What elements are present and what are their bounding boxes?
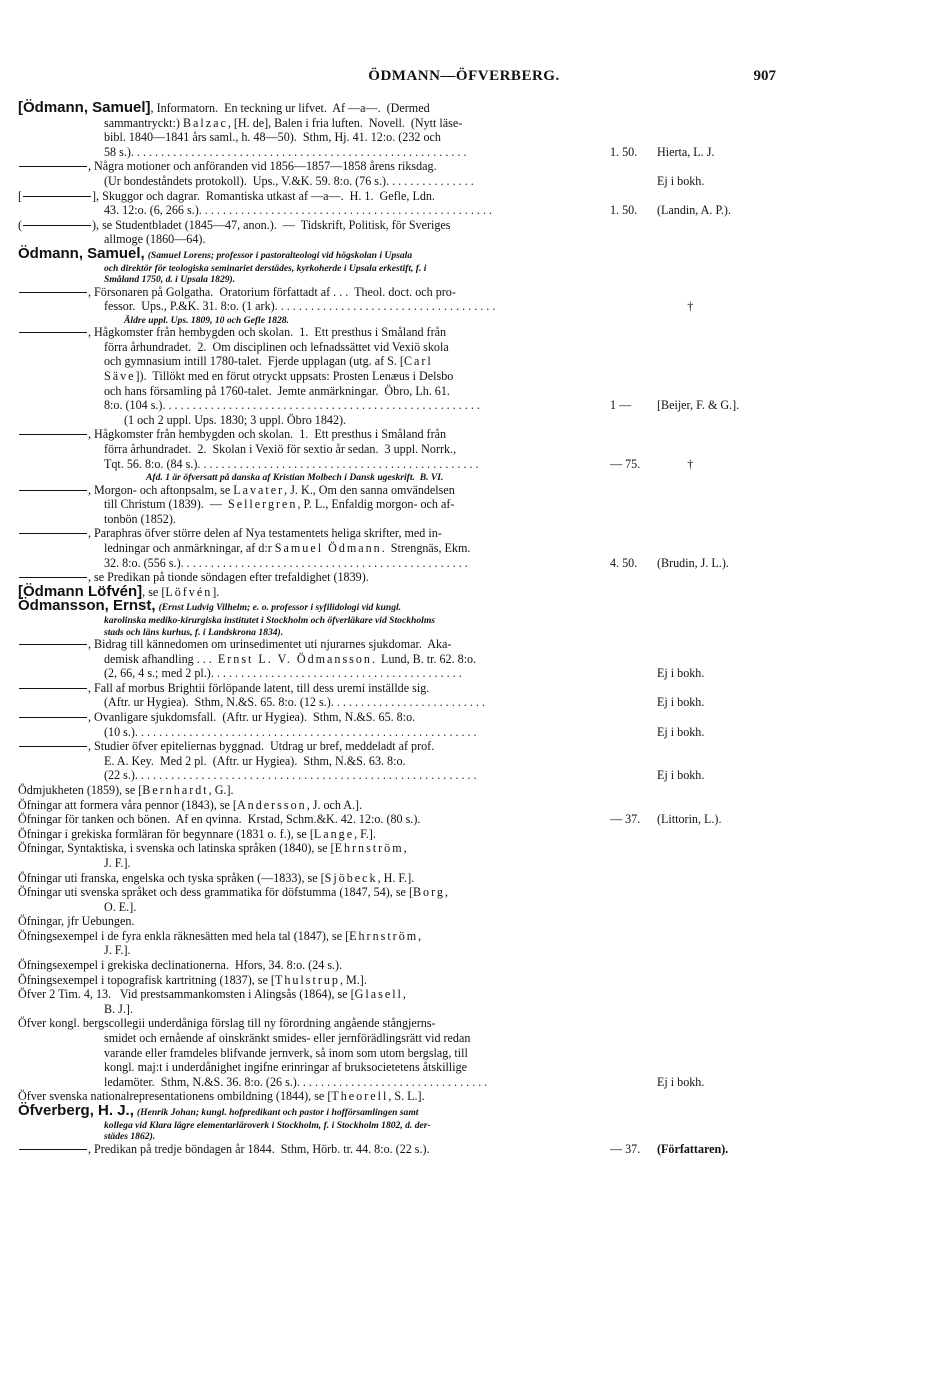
entry-text: Öfningar, jfr Uebungen. [18,914,135,929]
entry-line [18,710,916,725]
catalog-entry [18,570,916,585]
entry-line [18,783,916,798]
entry-line [18,900,916,915]
entry-line [18,666,916,681]
catalog-entry [18,218,916,247]
entry-publisher: Ej i bokh. [657,695,705,710]
entry-text: (22 s.). . . . . . . . . . . . . . . . . . . . . . . . . . . . . . . . . . . . . . . . . . . . . . . . . . . . . . . . . [104,768,477,783]
entry-text: O. E.]. [104,899,137,914]
entry-text: 32. 8:o. (556 s.). . . . . . . . . . . . . . . . . . . . . . . . . . . . . . . . . . . . . . . . . . . . . . . . [104,555,468,570]
catalog-entry [18,812,916,827]
entry-text: Öfver kongl. bergscollegii underdåniga förslag till ny förordning angående stångjerns- [18,1016,436,1031]
entry-line [18,871,916,886]
entry-text: , Hågkomster från hembygden och skolan. 1. Ett presthus i Småland från [18,325,446,339]
entry-line [18,570,916,585]
entry-text: Öfningsexempel i grekiska declinationerna. Hfors, 34. 8:o. (24 s.). [18,958,343,973]
entry-text: fessor. Ups., P.&K. 31. 8:o. (1 ark). . . . . . . . . . . . . . . . . . . . . . . . . . . . . . . . . . . . . [104,299,496,314]
entry-line [18,384,916,399]
entry-line [18,232,916,247]
entry-text: Småland 1750, d. i Upsala 1829). [104,274,236,286]
entry-text: ( ), se Studentbladet (1845—47, anon.). — Tidskrift, Politisk, för Sveriges [18,217,451,232]
entry-text: tonbön (1852). [104,511,176,526]
entry-line [18,354,916,369]
entry-line [18,626,916,638]
page-number: 907 [753,68,776,84]
catalog-entry [18,1104,916,1142]
entry-text: demisk afhandling . . . Ernst L. V. Ödmansson. Lund, B. tr. 62. 8:o. [104,651,477,666]
entry-text: Ödmjukheten (1859), se [Bernhardt, G.]. [18,782,234,797]
entry-text: (Aftr. ur Hygiea). Sthm, N.&S. 65. 8:o. (12 s.). . . . . . . . . . . . . . . . . . . . . . . . . . [104,695,485,710]
entry-text: ledamöter. Sthm, N.&S. 36. 8:o. (26 s.). . . . . . . . . . . . . . . . . . . . . . . . . . . . . . . . [104,1074,488,1089]
entry-line [18,471,916,483]
entry-text: 8:o. (104 s.). . . . . . . . . . . . . . . . . . . . . . . . . . . . . . . . . . . . . . . . . . . . . . . . . . . . . [104,398,480,413]
entry-text: Äldre uppl. Ups. 1809, 10 och Gefle 1828. [124,314,289,326]
entry-line [18,856,916,871]
catalog-entry [18,871,916,886]
entry-publisher: Ej i bokh. [657,768,705,783]
entry-text: karolinska mediko-kirurgiska institutet i Stockholm och öfverläkare vid Stockholms [104,615,436,626]
entry-line [18,725,916,740]
entry-text: städes 1862). [104,1131,156,1143]
entry-text: smidet och ernående af oinskränkt smides- eller jernförädlingsrätt vid redan [104,1031,471,1046]
entry-text: Öfningar att formera våra pennor (1843), se [Andersson, J. och A.]. [18,797,363,812]
entry-price: 4. 50. [610,555,638,570]
catalog-entry [18,189,916,218]
entry-publisher: † [657,456,694,471]
entry-text: ledningar och anmärkningar, af d:r Samuel Ödmann. Strengnäs, Ekm. [104,541,471,556]
entry-line [18,1060,916,1075]
entry-text: och hans församling på 1760-talet. Jemte anmärkningar. Öbro, Lh. 61. [104,383,450,398]
entry-line [18,637,916,652]
entry-line [18,512,916,527]
entry-line [18,958,916,973]
entry-text: Öfningsexempel i de fyra enkla räknesätten med hela tal (1847), se [Ehrnström, [18,928,422,943]
entry-text: , Försonaren på Golgatha. Oratorium författadt af . . . Theol. doct. och pro- [18,285,456,299]
entry-publisher: Ej i bokh. [657,724,705,739]
entry-publisher: Ej i bokh. [657,1074,705,1089]
catalog-entry [18,1142,916,1157]
catalog-entry [18,783,916,798]
entry-line [18,681,916,696]
entry-text: Öfningar uti svenska språket och dess grammatika för döfstumma (1847, 54), se [Borg, [18,885,448,900]
entry-line [18,203,916,218]
entry-text: Säve]). Tillökt med en förut otryckt uppsats: Prosten Lenæus i Delsbo [104,369,454,383]
entry-line [18,413,916,428]
entry-publisher: Ej i bokh. [657,173,705,188]
entry-text: [ ], Skuggor och dagrar. Romantiska utkast af —a—. H. 1. Gefle, Ldn. [18,188,435,203]
entry-line [18,398,916,413]
entry-line [18,929,916,944]
catalog-entry [18,798,916,813]
entry-line [18,116,916,131]
entry-line [18,483,916,498]
entry-text: E. A. Key. Med 2 pl. (Aftr. ur Hygiea). Sthm, N.&S. 63. 8:o. [104,753,406,768]
entry-line [18,526,916,541]
catalog-entry [18,427,916,482]
catalog-entry [18,914,916,929]
entry-line [18,325,916,340]
entry-text: , Studier öfver epiteliernas byggnad. Utdrag ur bref, meddeladt af prof. [18,739,434,753]
catalog-entry [18,1089,916,1104]
entry-publisher: [Beijer, F. & G.]. [657,398,740,413]
entry-text: (Ur bondeståndets protokoll). Ups., V.&K. 59. 8:o. (76 s.). . . . . . . . . . . . . . . [104,173,474,188]
entry-line [18,695,916,710]
entry-text: (1 och 2 uppl. Ups. 1830; 3 uppl. Öbro 1842). [124,412,347,427]
entry-line [18,1089,916,1104]
entry-text: Öfver 2 Tim. 4, 13. Vid prestsammankomsten i Alingsås (1864), se [Glasell, [18,987,406,1002]
entry-line [18,130,916,145]
catalog-entry [18,973,916,988]
entry-text: varande eller framdeles blifvande jernverk, så inom som utom bergslag, till [104,1045,468,1060]
entry-line [18,174,916,189]
entry-text: J. F.]. [104,855,131,870]
entry-text: och direktör för teologiska seminariet derstädes, kyrkoherde i Upsala erkestift, f. i [104,262,427,274]
catalog-entry [18,1016,916,1089]
entry-text: Afd. 1 är öfversatt på danska af Kristian Molbech i Dansk ugeskrift. B. VI. [146,472,444,484]
entry-text: (2, 66, 4 s.; med 2 pl.). . . . . . . . . . . . . . . . . . . . . . . . . . . . . . . . . . . . . . . . . . [104,666,462,681]
entry-text: Öfverberg, H. J., (Henrik Johan; kungl. hofpredikant och pastor i hofförsamlingen samt [18,1102,419,1119]
entry-text: sammantryckt:) Balzac, [H. de], Balen i fria luften. Novell. (Nytt läse- [104,115,463,130]
entry-price: 1 — [610,398,632,413]
entry-text: 58 s.). . . . . . . . . . . . . . . . . . . . . . . . . . . . . . . . . . . . . . . . . . . . . . . . . . . . . . . . [104,144,467,159]
entry-line [18,1016,916,1031]
catalog-entry [18,244,916,286]
entry-text: och gymnasium intill 1780-talet. Fjerde upplagan (utg. af S. [Carl [104,354,433,369]
entry-price: — 37. [610,812,641,827]
entry-line [18,145,916,160]
entry-publisher: (Landin, A. P.). [657,203,731,218]
entry-text: till Christum (1839). — Sellergren, P. L., Enfaldig morgon- och af- [104,497,455,512]
catalog-entry [18,637,916,681]
entry-line [18,1075,916,1090]
entry-text: Öfningsexempel i topografisk kartritning (1837), se [Thulstrup, M.]. [18,972,367,987]
entry-text: Tqt. 56. 8:o. (84 s.). . . . . . . . . . . . . . . . . . . . . . . . . . . . . . . . . . . . . . . . . . . . . . . [104,456,479,471]
entry-line [18,340,916,355]
catalog-entry [18,599,916,637]
entry-text: Ödmann, Samuel, (Samuel Lorens; professor i pastoralteologi vid högskolan i Upsala [18,244,413,262]
entry-text: , Ovanligare sjukdomsfall. (Aftr. ur Hygiea). Sthm, N.&S. 65. 8:o. [18,710,415,724]
entry-line [18,827,916,842]
entry-publisher: (Brudin, J. L.). [657,555,729,570]
catalog-entry [18,841,916,870]
entry-line [18,1130,916,1142]
entry-price: 1. 50. [610,144,638,159]
entry-line [18,973,916,988]
entry-text: Ödmansson, Ernst, (Ernst Ludvig Vilhelm; e. o. professor i syfilidologi vid kungl. [18,597,402,615]
entry-line [18,943,916,958]
entry-publisher: (Littorin, L.). [657,812,722,827]
entry-text: bibl. 1840—1841 års saml., h. 48—50). Sthm, Hj. 41. 12:o. (232 och [104,130,441,145]
entry-line [18,987,916,1002]
entry-text: 43. 12:o. (6, 266 s.). . . . . . . . . . . . . . . . . . . . . . . . . . . . . . . . . . . . . . . . . . . . . . . . . [104,203,493,218]
entry-publisher: † [657,299,694,314]
entry-line [18,768,916,783]
entry-line [18,285,916,300]
entry-text: Öfningar, Syntaktiska, i svenska och latinska språken (1840), se [Ehrnström, [18,841,407,856]
entry-line [18,497,916,512]
entry-text: stads och läns kurhus, f. i Landskrona 1834). [104,626,284,638]
entry-text: (10 s.). . . . . . . . . . . . . . . . . . . . . . . . . . . . . . . . . . . . . . . . . . . . . . . . . . . . . . . . . [104,724,477,739]
entry-line [18,442,916,457]
entry-line [18,739,916,754]
entry-line [18,218,916,233]
entry-line [18,1002,916,1017]
entry-line [18,914,916,929]
entry-text: Öfningar uti franska, engelska och tyska språken (—1833), se [Sjöbeck, H. F.]. [18,870,415,885]
entry-publisher: Ej i bokh. [657,666,705,681]
entry-text: kollega vid Klara lägre elementarläroverk i Stockholm, f. i Stockholm 1802, d. der- [104,1119,431,1131]
catalog-entry [18,958,916,973]
page-header [0,68,928,88]
entry-text: Öfningar för tanken och bönen. Af en qvinna. Krstad, Schm.&K. 42. 12:o. (80 s.). [18,812,421,827]
catalog-entry [18,526,916,570]
entry-text: , se Predikan på tionde söndagen efter trefaldighet (1839). [18,570,369,584]
entry-line [18,1031,916,1046]
entry-price: 1. 50. [610,203,638,218]
catalog-entry [18,159,916,188]
entry-publisher: (Författaren). [657,1141,729,1156]
catalog-entry [18,681,916,710]
entry-text: förra århundradet. 2. Om disciplinen och lefnadssättet vid Vexiö skola [104,339,449,354]
catalog-entry [18,929,916,958]
entry-line [18,189,916,204]
entry-text: , Morgon- och aftonpsalm, se Lavater, J. K., Om den sanna omvändelsen [18,483,455,497]
page-title: ÖDMANN—ÖFVERBERG. [368,68,560,84]
entry-text: [Ödmann Löfvén], se [Löfvén]. [18,582,220,600]
entry-publisher: Hierta, L. J. [657,144,715,159]
entry-text: J. F.]. [104,943,131,958]
entry-text: [Ödmann, Samuel], Informatorn. En teckning ur lifvet. Af —a—. (Dermed [18,99,430,116]
entry-line [18,1142,916,1157]
entry-line [18,798,916,813]
entry-line [18,754,916,769]
entry-line [18,1046,916,1061]
catalog-entry [18,325,916,427]
catalog-entry [18,483,916,527]
entry-text: , Hågkomster från hembygden och skolan. 1. Ett presthus i Småland från [18,427,446,441]
catalog-entry [18,101,916,159]
entry-text: , Bidrag till kännedomen om urinsedimentet uti njurarnes sjukdomar. Aka- [18,637,451,651]
entry-line [18,369,916,384]
entry-text: , Några motioner och anföranden vid 1856—1857—1858 årens riksdag. [18,159,437,173]
entry-text: allmoge (1860—64). [104,232,206,247]
entry-price: — 75. [610,456,641,471]
catalog-entry [18,710,916,739]
entry-text: , Paraphras öfver större delen af Nya testamentets heliga skrifter, med in- [18,526,442,540]
entry-text: , Predikan på tredje böndagen år 1844. Sthm, Hörb. tr. 44. 8:o. (22 s.). [18,1142,430,1156]
catalog-entry [18,285,916,326]
entry-list [18,101,916,1156]
entry-text: kongl. maj:t i underdånighet ingifne erinringar af bruksocietetens åtskillige [104,1060,468,1075]
entry-text: Öfningar i grekiska formläran för begynnare (1831 o. f.), se [Lange, F.]. [18,826,376,841]
entry-line [18,556,916,571]
catalog-entry [18,885,916,914]
entry-line [18,841,916,856]
catalog-entry [18,827,916,842]
entry-line [18,101,916,116]
entry-line [18,812,916,827]
entry-text: Öfver svenska nationalrepresentationens ombildning (1844), se [Theorell, S. L.]. [18,1089,425,1104]
entry-text: B. J.]. [104,1001,133,1016]
entry-text: förra århundradet. 2. Skolan i Vexiö för sextio år sedan. 3 uppl. Norrk., [104,441,457,456]
entry-line [18,314,916,326]
entry-line [18,541,916,556]
catalog-entry [18,739,916,783]
entry-text: , Fall af morbus Brightii förlöpande latent, till dess uremi inställde sig. [18,681,429,695]
entry-line [18,159,916,174]
entry-price: — 37. [610,1141,641,1156]
entry-line [18,885,916,900]
entry-line [18,273,916,285]
catalog-entry [18,987,916,1016]
entry-line [18,652,916,667]
entry-line [18,427,916,442]
